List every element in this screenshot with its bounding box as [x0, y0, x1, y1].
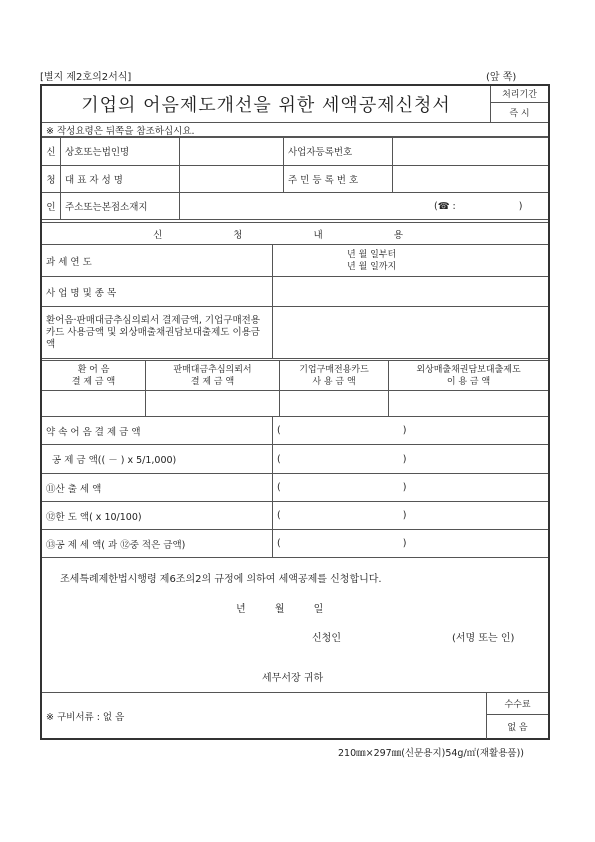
date-line: 년 월 일 [236, 604, 324, 615]
company-name-label: 상호또는법인명 [61, 137, 180, 166]
form-title: 기업의 어음제도개선을 위한 세액공제신청서 [42, 86, 491, 122]
address-label: 주소또는본점소재지 [61, 193, 180, 220]
calc-field-5[interactable]: ( ) [273, 530, 549, 558]
calc-label-1: 약 속 어 음 결 제 금 액 [42, 417, 273, 445]
tax-year-to: 년 월 일까지 [347, 261, 397, 272]
request-table [42, 222, 548, 359]
calc-table [42, 416, 548, 558]
page-side: (앞 쪽) [486, 72, 517, 83]
amount-columns [42, 360, 548, 417]
calc-label-5: ⑬공 제 세 액( 과 ⑫중 적은 금액) [42, 530, 273, 558]
col-header-3: 기업구매전용카드 사 용 금 액 [280, 361, 389, 391]
side-char-1: 신 [42, 137, 61, 166]
calc-label-2: 공 제 금 액(( － ) x 5/1,000) [42, 445, 273, 474]
instruction-text: ※ 작성요령은 뒤쪽을 참조하십시요. [42, 123, 548, 138]
tax-year-field[interactable] [273, 245, 549, 277]
col-field-2[interactable] [146, 391, 280, 417]
declaration-text: 조세특례제한법시행령 제6조의2의 규정에 의하여 세액공제를 신청합니다. [60, 574, 382, 585]
biz-no-field[interactable] [393, 137, 549, 166]
calc-field-2[interactable]: ( ) [273, 445, 549, 474]
amount-desc-field[interactable] [273, 307, 549, 359]
col-header-4: 외상매출채권담보대출제도 이 용 금 액 [389, 361, 549, 391]
rep-name-field[interactable] [180, 166, 284, 193]
fee-value: 없 음 [487, 715, 549, 739]
address-field[interactable] [180, 193, 549, 220]
col-header-2: 판매대금추심의뢰서 결 제 금 액 [146, 361, 280, 391]
amount-desc: 환어음·판매대금추심의뢰서 결제금액, 기업구매전용카드 사용금액 및 외상매출채권담보대출제도 이용금액 [42, 307, 273, 359]
col-field-4[interactable] [389, 391, 549, 417]
business-type-label: 사 업 명 및 종 목 [42, 277, 273, 307]
side-char-2: 청 [42, 166, 61, 193]
processing-label: 처리기간 [491, 86, 549, 102]
calc-label-4: ⑫한 도 액( x 10/100) [42, 502, 273, 530]
attachments-text: ※ 구비서류 : 없 음 [42, 693, 487, 739]
request-heading: 신 청 내 용 [42, 223, 548, 245]
phone-close: ) [518, 200, 523, 212]
calc-label-3: ⑪산 출 세 액 [42, 474, 273, 502]
company-name-field[interactable] [180, 137, 284, 166]
paper-spec: 210㎜×297㎜(신문용지)54g/㎡(재활용품)) [338, 748, 524, 759]
fee-label: 수수료 [487, 693, 549, 715]
business-type-field[interactable] [273, 277, 549, 307]
processing-value: 즉 시 [491, 102, 549, 122]
resident-no-label: 주 민 등 록 번 호 [284, 166, 393, 193]
tax-year-from: 년 월 일부터 [347, 249, 397, 260]
calc-field-3[interactable]: ( ) [273, 474, 549, 502]
applicant-table [42, 136, 548, 220]
calc-field-1[interactable]: ( ) [273, 417, 549, 445]
form-number: [별지 제2호의2서식] [40, 72, 132, 83]
tax-year-label: 과 세 연 도 [42, 245, 273, 277]
sign-note: (서명 또는 인) [452, 633, 515, 644]
calc-field-4[interactable]: ( ) [273, 502, 549, 530]
biz-no-label: 사업자등록번호 [284, 137, 393, 166]
title-table [42, 86, 548, 123]
col-field-3[interactable] [280, 391, 389, 417]
addressee: 세무서장 귀하 [262, 673, 324, 684]
col-header-1: 환 어 음 결 제 금 액 [42, 361, 146, 391]
col-field-1[interactable] [42, 391, 146, 417]
rep-name-label: 대 표 자 성 명 [61, 166, 180, 193]
phone-label: (☎ : [434, 200, 456, 212]
resident-no-field[interactable] [393, 166, 549, 193]
side-char-3: 인 [42, 193, 61, 220]
applicant-sign-label: 신청인 [312, 633, 341, 644]
bottom-table [42, 692, 548, 739]
